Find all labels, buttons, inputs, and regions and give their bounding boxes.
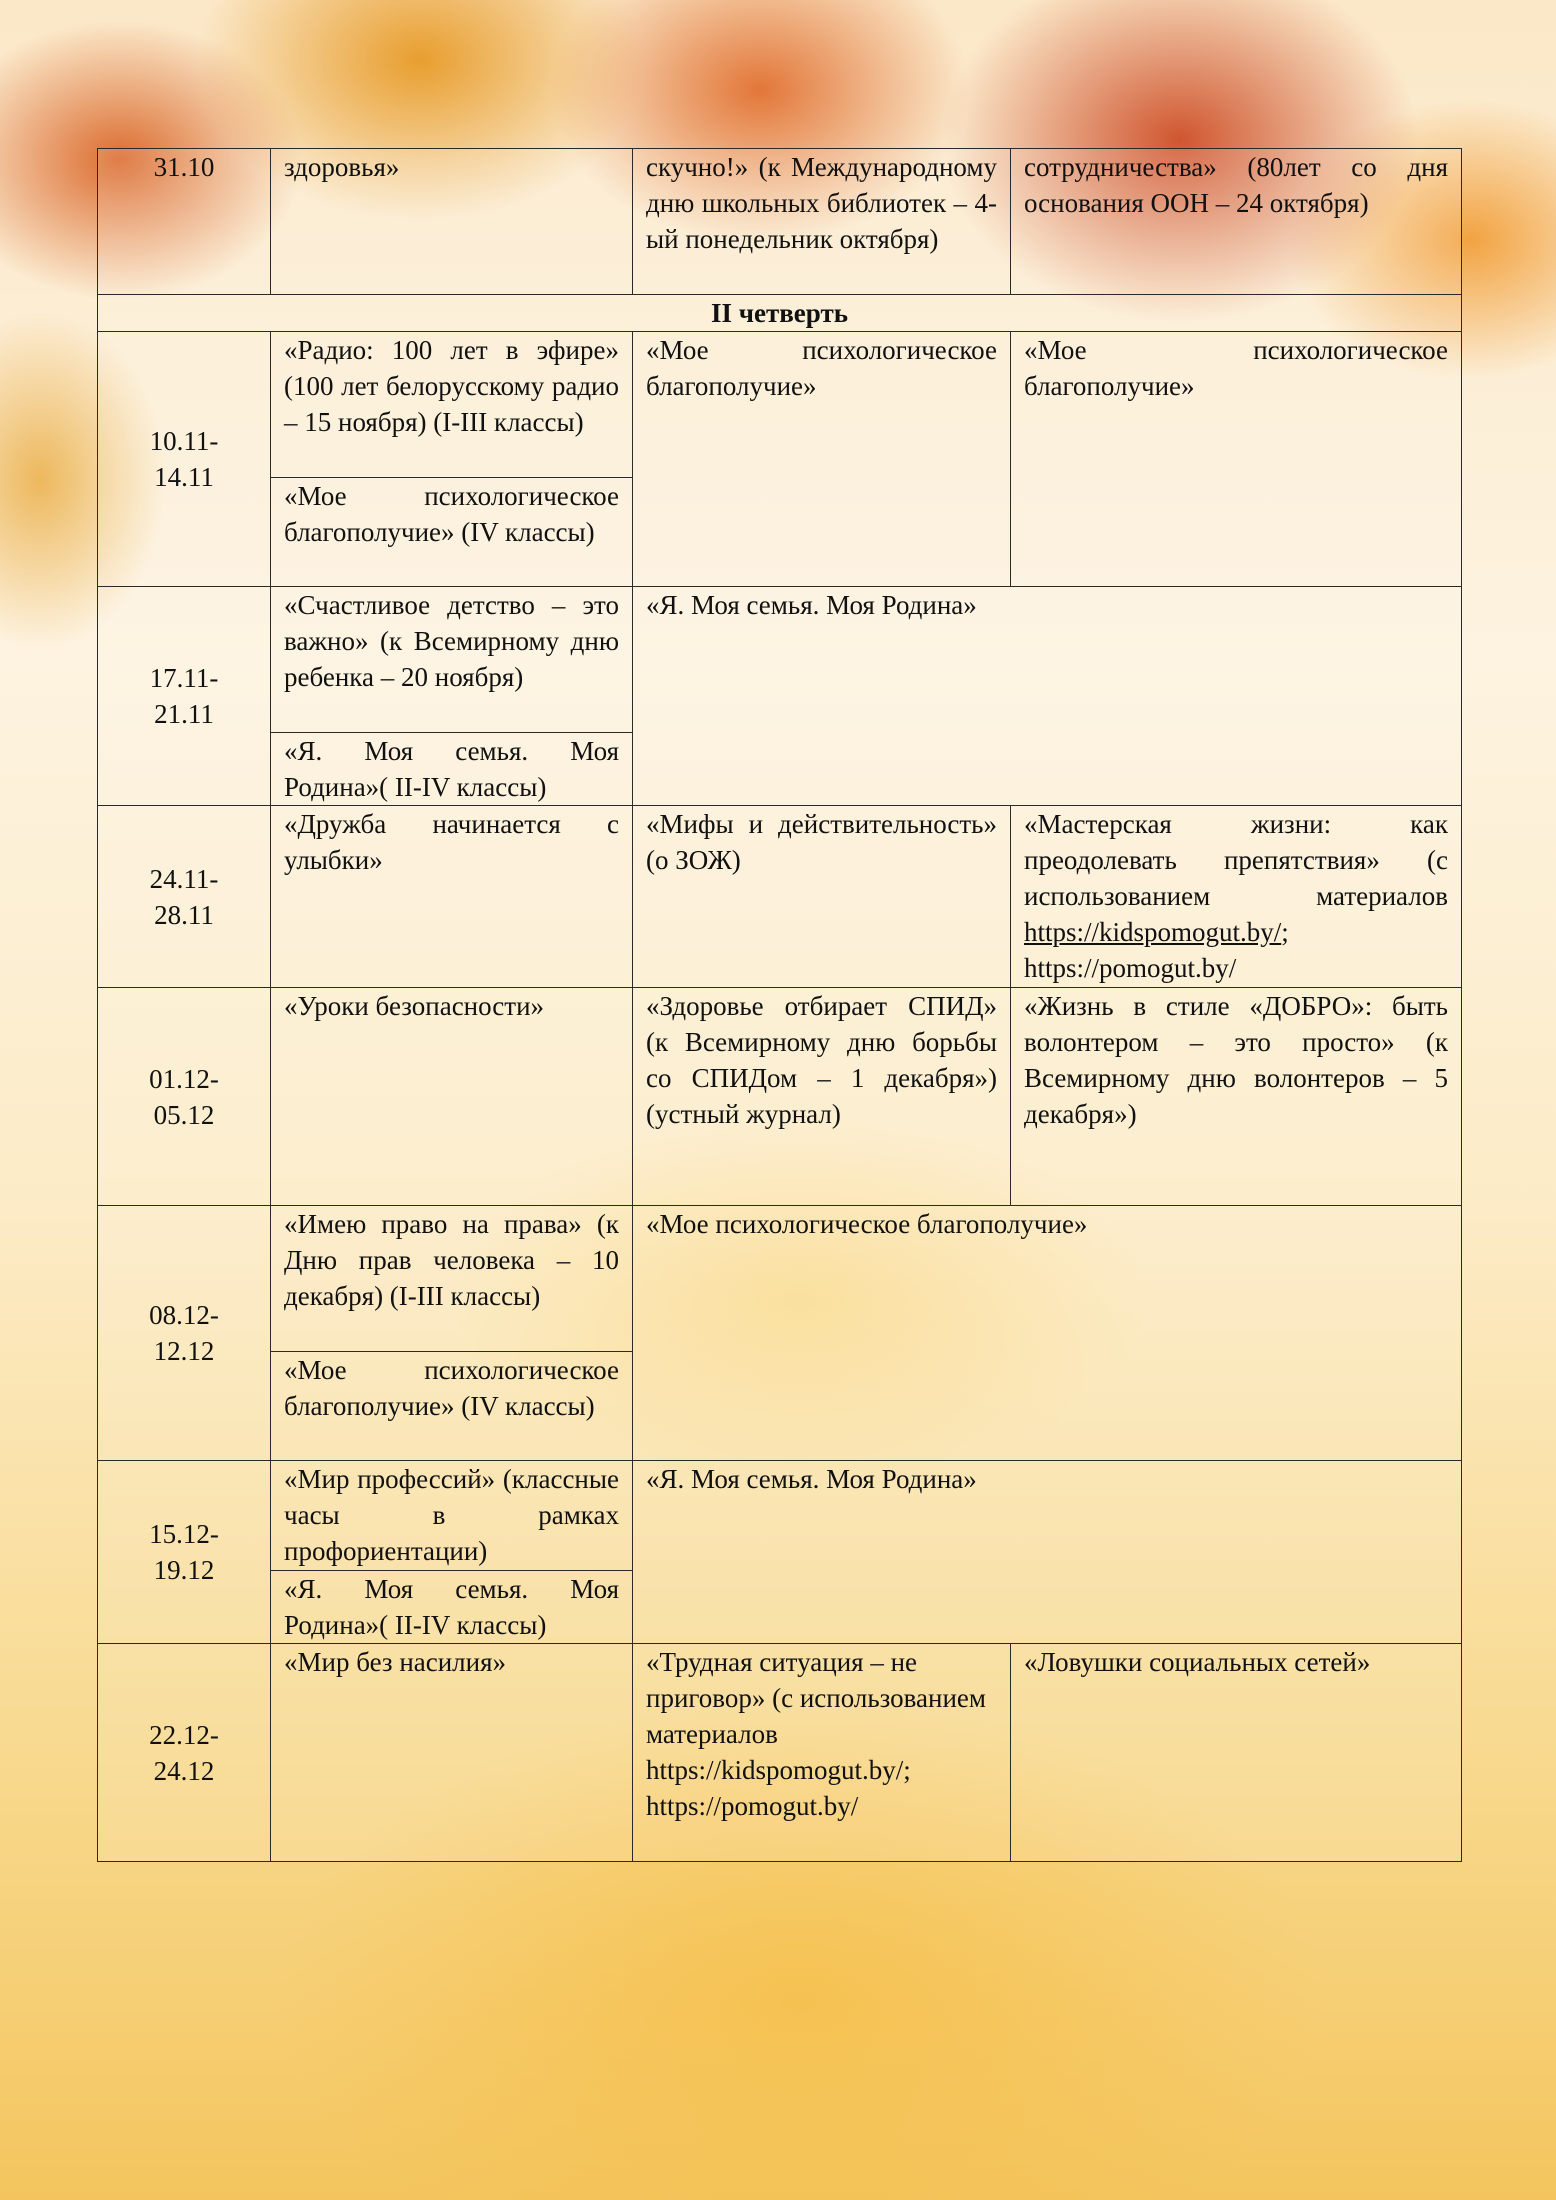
- date-cell: [98, 332, 271, 587]
- cell-grade-1-4-sub: «Я. Моя семья. Моя Родина»( II-IV классы): [271, 1571, 633, 1644]
- date-start: 01.12-: [149, 1063, 219, 1094]
- cell-grade-1-4: «Мир без насилия»: [271, 1644, 633, 1862]
- date-end: 05.12: [153, 1099, 215, 1130]
- table-row: [98, 1644, 1462, 1862]
- table-row: [98, 587, 1462, 733]
- cell-grade-9-11: «Ловушки социальных сетей»: [1011, 1644, 1462, 1862]
- date-start: 17.11-: [149, 663, 219, 693]
- table-row: [98, 1461, 1462, 1571]
- cell-text: «Мастерская жизни: как преодолевать препятствия» (с использованием материалов: [1024, 809, 1448, 911]
- cell-grade-1-4-sub: «Мое психологическое благополучие» (IV классы): [271, 478, 633, 587]
- cell-grade-5-8: «Мое психологическое благополучие»: [633, 332, 1011, 587]
- date-start: 10.11-: [149, 426, 219, 456]
- date-start: 15.12-: [149, 1519, 219, 1549]
- date-start: 22.12-: [149, 1719, 219, 1750]
- cell-grade-9-11: сотрудничества» (80лет со дня основания ООН – 24 октября): [1011, 149, 1462, 295]
- table-row: [98, 1206, 1462, 1352]
- date-end: 19.12: [153, 1555, 215, 1585]
- cell-grade-1-4: «Дружба начинается с улыбки»: [271, 806, 633, 988]
- table-row: [98, 988, 1462, 1206]
- date-cell: [98, 988, 271, 1206]
- date-cell: [98, 587, 271, 806]
- cell-grade-5-8: «Мифы и действительность» (о ЗОЖ): [633, 806, 1011, 988]
- date-cell: [98, 1461, 271, 1644]
- date-cell: [98, 1206, 271, 1461]
- date-cell: 31.10: [98, 149, 271, 295]
- cell-grade-1-4-sub: «Мое психологическое благополучие» (IV классы): [271, 1352, 633, 1461]
- cell-grade-1-4: «Мир профессий» (классные часы в рамках профориентации): [271, 1461, 633, 1571]
- date-cell: [98, 806, 271, 988]
- cell-grade-1-4: «Имею право на права» (к Дню прав человека – 10 декабря) (I-III классы): [271, 1206, 633, 1352]
- separator: ;: [1281, 917, 1289, 947]
- date-end: 24.12: [153, 1755, 215, 1786]
- cell-grade-5-11: «Я. Моя семья. Моя Родина»: [633, 587, 1462, 806]
- cell-grade-5-11: «Мое психологическое благополучие»: [633, 1206, 1462, 1461]
- quarter-heading-row: [98, 295, 1462, 332]
- date-start: 08.12-: [149, 1300, 219, 1330]
- date-end: 21.11: [154, 699, 214, 729]
- table-row: [98, 332, 1462, 478]
- cell-grade-5-8: «Здоровье отбирает СПИД» (к Всемирному дню борьбы со СПИДом – 1 декабря») (устный журнал): [633, 988, 1011, 1206]
- cell-grade-1-4: «Радио: 100 лет в эфире» (100 лет белорусскому радио – 15 ноября) (I-III классы): [271, 332, 633, 478]
- date-start: 24.11-: [149, 863, 219, 894]
- kidspomogut-link[interactable]: https://kidspomogut.by/: [1024, 917, 1282, 947]
- cell-grade-1-4: «Счастливое детство – это важно» (к Всемирному дню ребенка – 20 ноября): [271, 587, 633, 733]
- pomogut-link[interactable]: https://pomogut.by/: [1024, 953, 1237, 983]
- date-end: 28.11: [154, 899, 214, 930]
- date-cell: [98, 1644, 271, 1862]
- cell-grade-9-11: «Жизнь в стиле «ДОБРО»: быть волонтером – это просто» (к Всемирному дню волонтеров – 5 декабря»): [1011, 988, 1462, 1206]
- cell-grade-5-11: «Я. Моя семья. Моя Родина»: [633, 1461, 1462, 1644]
- table-row: [98, 149, 1462, 295]
- date-end: 12.12: [153, 1336, 215, 1366]
- cell-grade-5-8: «Трудная ситуация – не приговор» (с использованием материалов https://kidspomogut.by/; https://pomogut.by/: [633, 1644, 1011, 1862]
- date-end: 14.11: [154, 462, 214, 492]
- cell-grade-5-8: скучно!» (к Международному дню школьных библиотек – 4-ый понедельник октября): [633, 149, 1011, 295]
- cell-grade-1-4: «Уроки безопасности»: [271, 988, 633, 1206]
- quarter-title: II четверть: [98, 295, 1462, 332]
- schedule-table: [97, 148, 1462, 1862]
- table-row: [98, 806, 1462, 988]
- cell-grade-9-11: «Мое психологическое благополучие»: [1011, 332, 1462, 587]
- cell-grade-1-4-sub: «Я. Моя семья. Моя Родина»( II-IV классы): [271, 733, 633, 806]
- cell-grade-9-11: [1011, 806, 1462, 988]
- cell-grade-1-4: здоровья»: [271, 149, 633, 295]
